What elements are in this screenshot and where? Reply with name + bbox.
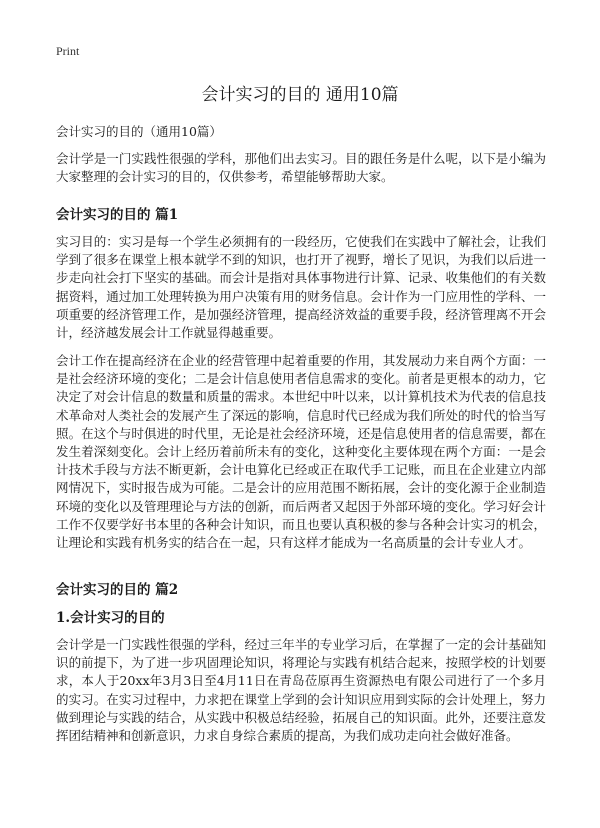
section-1-paragraph-2: 会计工作在提高经济在企业的经营管理中起着重要的作用，其发展动力来自两个方面：一是社会经济环境的变化；二是会计信息使用者信息需求的变化。前者是更根本的动力，它决定了对会计信息的数量和质量的需求。本世纪中叶以来，以计算机技术为代表的信息技术革命对人类社会的发展产生了深远的影响，信息时代已经成为我们所处的时代的恰当写照。在这个与时俱进的时代里，无论是社会经济环境，还是信息使用者的信息需要，都在发生着深刻变化。会计上经历着前所未有的变化，这种变化主要体现在两个方面：一是会计技术手段与方法不断更新，会计电算化已经或正在取代手工记账，而且在企业建立内部网情况下，实时报告成为可能。二是会计的应用范围不断拓展，会计的变化源于企业制造环境的变化以及管理理论与方法的创新，而后两者又起因于外部环境的变化。学习好会计工作不仅要学好书本里的各种会计知识，而且也要认真积极的参与各种会计实习的机会，让理论和实践有机务实的结合在一起，只有这样才能成为一名高质量的会计专业人才。 [56, 353, 546, 551]
print-link[interactable]: Print [56, 44, 80, 58]
section-2-subheading: 1.会计实习的目的 [56, 610, 165, 626]
document-subtitle: 会计实习的目的（通用10篇） [56, 124, 222, 139]
section-2-paragraph-1: 会计学是一门实践性很强的学科，经过三年半的专业学习后，在掌握了一定的会计基础知识的前提下，为了进一步巩固理论知识，将理论与实践有机结合起来，按照学校的计划要求，本人于20xx年3月3日至4月11日在青岛莅原再生资源热电有限公司进行了一个多月的实习。在实习过程中，力求把在课堂上学到的会计知识应用到实际的会计处理上，努力做到理论与实践的结合，从实践中积极总结经验，拓展自己的知识面。此外，还要注意发挥团结精神和创新意识，力求自身综合素质的提高，为我们成功走向社会做好准备。 [56, 637, 546, 744]
intro-paragraph: 会计学是一门实践性很强的学科，那他们出去实习。目的跟任务是什么呢，以下是小编为大家整理的会计实习的目的，仅供参考，希望能够帮助大家。 [56, 151, 546, 185]
section-2-heading: 会计实习的目的 篇2 [56, 582, 179, 598]
section-1-heading: 会计实习的目的 篇1 [56, 207, 179, 223]
section-1-paragraph-1: 实习目的：实习是每一个学生必须拥有的一段经历，它使我们在实践中了解社会，让我们学到了很多在课堂上根本就学不到的知识，也打开了视野，增长了见识，为我们以后进一步走向社会打下坚实的基础。而会计是指对具体事物进行计算、记录、收集他们的有关数据资料，通过加工处理转换为用户决策有用的财务信息。会计作为一门应用性的学科、一项重要的经济管理工作，是加强经济管理，提高经济效益的重要手段，经济管理离不开会计，经济越发展会计工作就显得越重要。 [56, 234, 546, 341]
page-title: 会计实习的目的 通用10篇 [201, 85, 399, 105]
